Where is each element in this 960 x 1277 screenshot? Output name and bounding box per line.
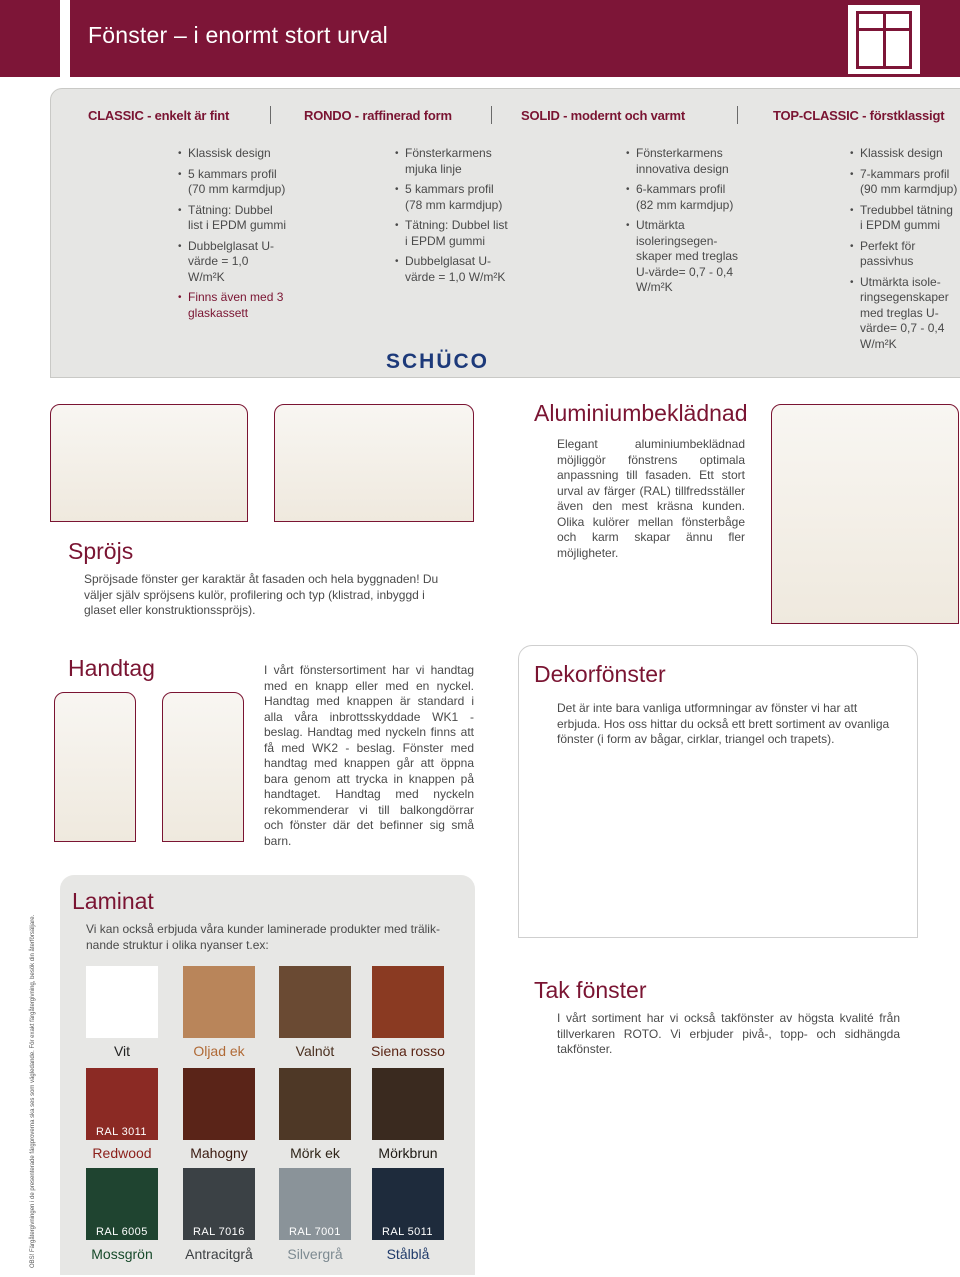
- page-title: Fönster – i enormt stort urval: [88, 22, 388, 48]
- swatch-label: Valnöt: [295, 1043, 335, 1059]
- tak-text: I vårt sortiment har vi också takfönster av högsta kvalité från tillverkaren ROTO. Vi erbjuder pivå-, topp- och sidhängda takfönster.: [557, 1011, 900, 1056]
- feature-item: • Fönsterkarmens innovativa design: [626, 146, 741, 177]
- swatch-label: Redwood: [92, 1145, 152, 1161]
- swatch-label: Mörk ek: [290, 1145, 340, 1161]
- dekor-text: Det är inte bara vanliga utformningar av fönster vi har att erbjuda. Hos oss hittar du också ett brett sortiment av ovanliga fönster (i form av bågar, cirklar, triangel och trapets).: [557, 701, 890, 746]
- color-swatch: [372, 1168, 444, 1240]
- color-swatch: [279, 1068, 351, 1140]
- feature-item: • 7-kammars profil (90 mm karmdjup): [850, 167, 958, 198]
- sprojs-text: Spröjsade fönster ger karaktär åt fasaden och hela byggnaden! Du väljer själv spröjsens kulör, profilering och typ (klistrad, inbyggd i glaset eller konstruktionsspröjs).: [84, 572, 439, 617]
- handtag-text: I vårt fönstersortiment har vi handtag med en knapp eller med en nyckel. Handtag med knappen är standard i alla våra inbrottsskyddade WK1 - beslag. Handtag med nyckeln finns att få med WK2 - beslag. Fönster med handtag med knappen går att öppna bara genom att trycka in knappen på handtaget. Handtag med nyckeln rekommenderar vi till balkongdörrar och fönster där det befinner sig små barn.: [264, 663, 474, 848]
- category-rondo: RONDO - raffinerad form: [304, 108, 452, 123]
- schuco-logo: SCHÜCO: [386, 350, 490, 373]
- sprojs-image-1: [50, 404, 248, 522]
- color-disclaimer: OBS! Färgåtergivningen i de presenterade färgproverna ska ses som vägledande. För exakt färgåtergivning, besök din återförsäljare.: [30, 914, 36, 1268]
- swatch-label: Siena rosso: [371, 1043, 445, 1059]
- laminat-text: Vi kan också erbjuda våra kunder laminerade produkter med trälik-nande struktur i olika nyanser t.ex:: [86, 922, 440, 952]
- feature-item: • Tätning: Dubbel list i EPDM gummi: [395, 218, 510, 249]
- sprojs-image-2: [274, 404, 474, 522]
- topclassic-features: [850, 146, 958, 357]
- feature-item: • Dubbelglasat U-värde = 1,0 W/m²K: [395, 254, 510, 285]
- category-divider: [491, 106, 492, 124]
- header-left-bar: [0, 0, 60, 77]
- feature-item: • Klassisk design: [178, 146, 288, 162]
- swatch-label: Stålblå: [386, 1246, 430, 1262]
- feature-item: • Dubbelglasat U-värde = 1,0 W/m²K: [178, 239, 288, 286]
- aluminium-image: [771, 404, 959, 624]
- swatch-label: Silvergrå: [287, 1246, 343, 1262]
- swatch-label: Antracitgrå: [185, 1246, 253, 1262]
- category-divider: [270, 106, 271, 124]
- ral-code: RAL 7016: [193, 1226, 245, 1238]
- category-divider: [737, 106, 738, 124]
- ral-code: RAL 7001: [289, 1226, 341, 1238]
- color-swatch: [183, 966, 255, 1038]
- ral-code: RAL 3011: [96, 1126, 147, 1138]
- color-swatch: [279, 966, 351, 1038]
- color-swatch: [372, 966, 444, 1038]
- color-swatch: [86, 1068, 158, 1140]
- feature-item: • 5 kammars profil (78 mm karmdjup): [395, 182, 510, 213]
- handtag-image-1: [54, 692, 136, 842]
- feature-item-highlight: • Finns även med 3 glaskassett: [178, 290, 288, 321]
- swatch-label: Oljad ek: [193, 1043, 245, 1059]
- laminat-title: Laminat: [72, 888, 154, 914]
- aluminium-text: Elegant aluminiumbeklädnad möjliggör fönstrens optimala anpassning till fasaden. Ett stort urval av färger (RAL) tillfredsställer även den mest kräsna kunden. Olika kulörer mellan fönsterbåge och karm skapar ännu fler möjligheter.: [557, 437, 745, 560]
- swatch-label: Mahogny: [190, 1145, 248, 1161]
- swatch-label: Mörkbrun: [378, 1145, 438, 1161]
- feature-item: • Fönsterkarmens mjuka linje: [395, 146, 510, 177]
- dekor-panel: [518, 645, 918, 938]
- handtag-image-2: [162, 692, 244, 842]
- feature-item: • Perfekt för passivhus: [850, 239, 958, 270]
- feature-item: • Tredubbel tätning i EPDM gummi: [850, 203, 958, 234]
- category-topclassic: TOP-CLASSIC - förstklassigt: [773, 108, 945, 123]
- ral-code: RAL 5011: [382, 1226, 433, 1238]
- feature-item: • Utmärkta isoleringsegen-skaper med treglas U-värde= 0,7 - 0,4 W/m²K: [626, 218, 741, 296]
- rondo-features: [395, 146, 510, 290]
- color-swatch: [279, 1168, 351, 1240]
- feature-item: • 5 kammars profil (70 mm karmdjup): [178, 167, 288, 198]
- window-icon: [846, 3, 922, 76]
- feature-item: • Tätning: Dubbel list i EPDM gummi: [178, 203, 288, 234]
- feature-item: • Utmärkta isole-ringsegenskaper med treglas U-värde= 0,7 - 0,4 W/m²K: [850, 275, 958, 353]
- color-swatch: [183, 1168, 255, 1240]
- swatch-label: Vit: [113, 1043, 131, 1059]
- sprojs-title: Spröjs: [68, 538, 134, 564]
- tak-title: Tak fönster: [534, 977, 647, 1003]
- dekor-title: Dekorfönster: [534, 661, 666, 687]
- aluminium-title: Aluminiumbeklädnad: [534, 400, 748, 426]
- category-classic: CLASSIC - enkelt är fint: [88, 108, 230, 123]
- solid-features: [626, 146, 741, 301]
- feature-item: • 6-kammars profil (82 mm karmdjup): [626, 182, 741, 213]
- handtag-title: Handtag: [68, 655, 155, 681]
- color-swatch: [86, 1168, 158, 1240]
- category-solid: SOLID - modernt och varmt: [521, 108, 686, 123]
- color-swatch: [372, 1068, 444, 1140]
- color-swatch: [86, 966, 158, 1038]
- ral-code: RAL 6005: [96, 1226, 148, 1238]
- swatch-label: Mossgrön: [91, 1246, 153, 1262]
- classic-features: [178, 146, 288, 326]
- color-swatch: [183, 1068, 255, 1140]
- feature-item: • Klassisk design: [850, 146, 958, 162]
